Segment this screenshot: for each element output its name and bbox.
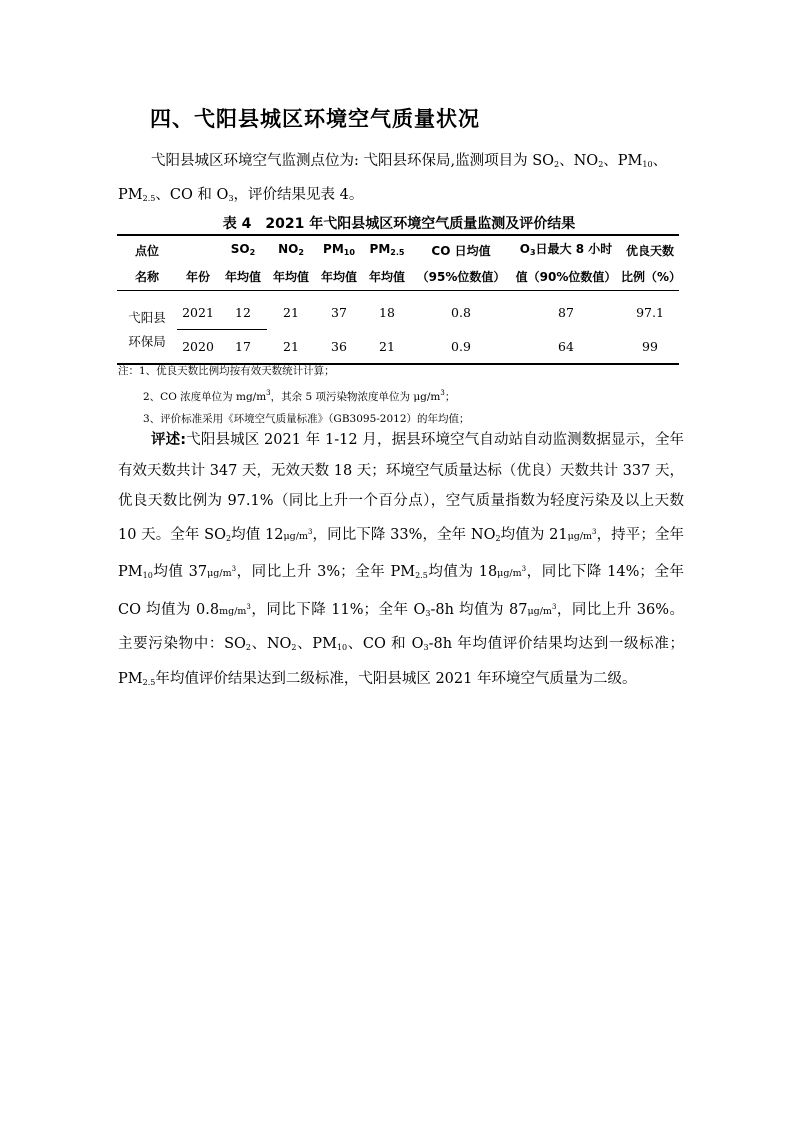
site-cell: 弋阳县 环保局 [117,291,177,365]
cell-pm25: 18 [379,305,395,321]
cell-no2: 21 [283,305,299,321]
header-pm10-top: $PM_{10}$ [315,235,363,265]
intro-sub-4: 2.5 [142,194,156,203]
cell-year: 2020 [177,330,219,365]
header-pm25-top: $PM_{2.5}$ [363,235,411,265]
intro-text-3: 、PM [603,153,643,169]
review-lead: 评述: [151,432,187,448]
section-title: 四、弋阳县城区环境空气质量状况 [150,107,480,131]
header-o3-top: $O_3$日最大 8 小时 [511,235,621,265]
cell-so2: 12 [235,305,251,320]
cell-o3: 64 [511,330,621,365]
intro-sub-3: 10 [642,160,653,169]
header-site-line2: 名称 [117,265,177,291]
intro-text-1: 弋阳县城区环境空气监测点位为: 弋阳县环保局,监测项目为 SO [151,153,555,169]
header-co-bottom: （95%位数值） [411,265,511,291]
intro-sub-2: 2 [598,160,604,169]
header-pm10-bottom: 年均值 [315,265,363,291]
header-good-bottom: 比例（%） [621,265,679,291]
header-year: 年份 [177,265,219,291]
table-caption: 表 4 2021 年弋阳县城区环境空气质量监测及评价结果 [222,216,576,232]
header-so2-top: $SO_2$ [219,235,267,265]
header-site-line1: 点位 [117,235,177,265]
header-good-top: 优良天数 [621,235,679,265]
header-so2-bottom: 年均值 [219,265,267,291]
header-co-top: CO 日均值 [411,235,511,265]
header-pm25-bottom: 年均值 [363,265,411,291]
header-no2-top: $NO_2$ [267,235,315,265]
cell-co: 0.8 [451,305,471,321]
intro-sub-5: 3 [228,194,234,203]
note-3: 3、评价标准采用《环境空气质量标准》（GB3095-2012）的年均值； [143,413,470,425]
cell-year: 2021 [182,305,214,320]
header-no2-bottom: 年均值 [267,265,315,291]
intro-text-6: ，评价结果见表 4。 [233,187,364,203]
air-quality-table [117,234,682,365]
cell-so2: 17 [219,330,267,365]
cell-pm10: 37 [331,305,347,321]
intro-text-2: 、NO [559,153,599,169]
table-row [117,330,679,365]
cell-o3: 87 [558,305,574,321]
note-1: 注：1、优良天数比例均按有效天数统计计算； [118,365,335,377]
intro-paragraph [118,146,680,214]
cell-pm25: 21 [363,330,411,365]
table-row [117,291,679,330]
intro-text-4: 、PM [118,153,668,203]
intro-text-5: 、CO 和 O [155,187,229,203]
cell-co: 0.9 [411,330,511,365]
cell-no2: 21 [267,330,315,365]
cell-pm10: 36 [315,330,363,365]
review-paragraph: 评述:弋阳县城区 2021 年 1-12 月，据县环境空气自动站自动监测数据显示，全年有效天数共计 347 天，无效天数 18 天；环境空气质量达标（优良）天数共计 337 天，优良天数比例为 97.1%（同比上升一个百分点），空气质量指数为轻度污染及以上天数 10 天。全年 $SO_2$均值 $12\mu g/m^3$，同比下降 33%，全年 $NO_2$均值为 $21\mu g/m^3$，持平；全年 $PM_{10}$均值 $37\mu g/m^3$，同比上升 3%；全年 $PM_{2.5}$均值为 $18\mu g/m^3$，同比下降 14%；全年 CO 均值为 $0.8mg/m^3$，同比下降 11%；全年 $O_3-8h$ 均值为 $87\mu g/m^3$，同比上升 36%。主要污染物中：$SO_2$、$NO_2$、$PM_{10}$、CO 和 $O_3-8h$ 年均值评价结果均达到一级标准；$PM_{2.5}$年均值评价结果达到二级标准，弋阳县城区 2021 年环境空气质量为二级。 [118,432,685,687]
header-o3-bottom: 值（90%位数值） [511,265,621,291]
cell-good: 99 [621,330,679,365]
cell-good: 97.1 [636,305,664,321]
table-notes [118,360,698,430]
note-2: 2、CO 浓度单位为 $mg/m^3$，其余 5 项污染物浓度单位为 $\mu g/m^3$； [143,389,456,403]
intro-sub-1: 2 [554,160,560,169]
